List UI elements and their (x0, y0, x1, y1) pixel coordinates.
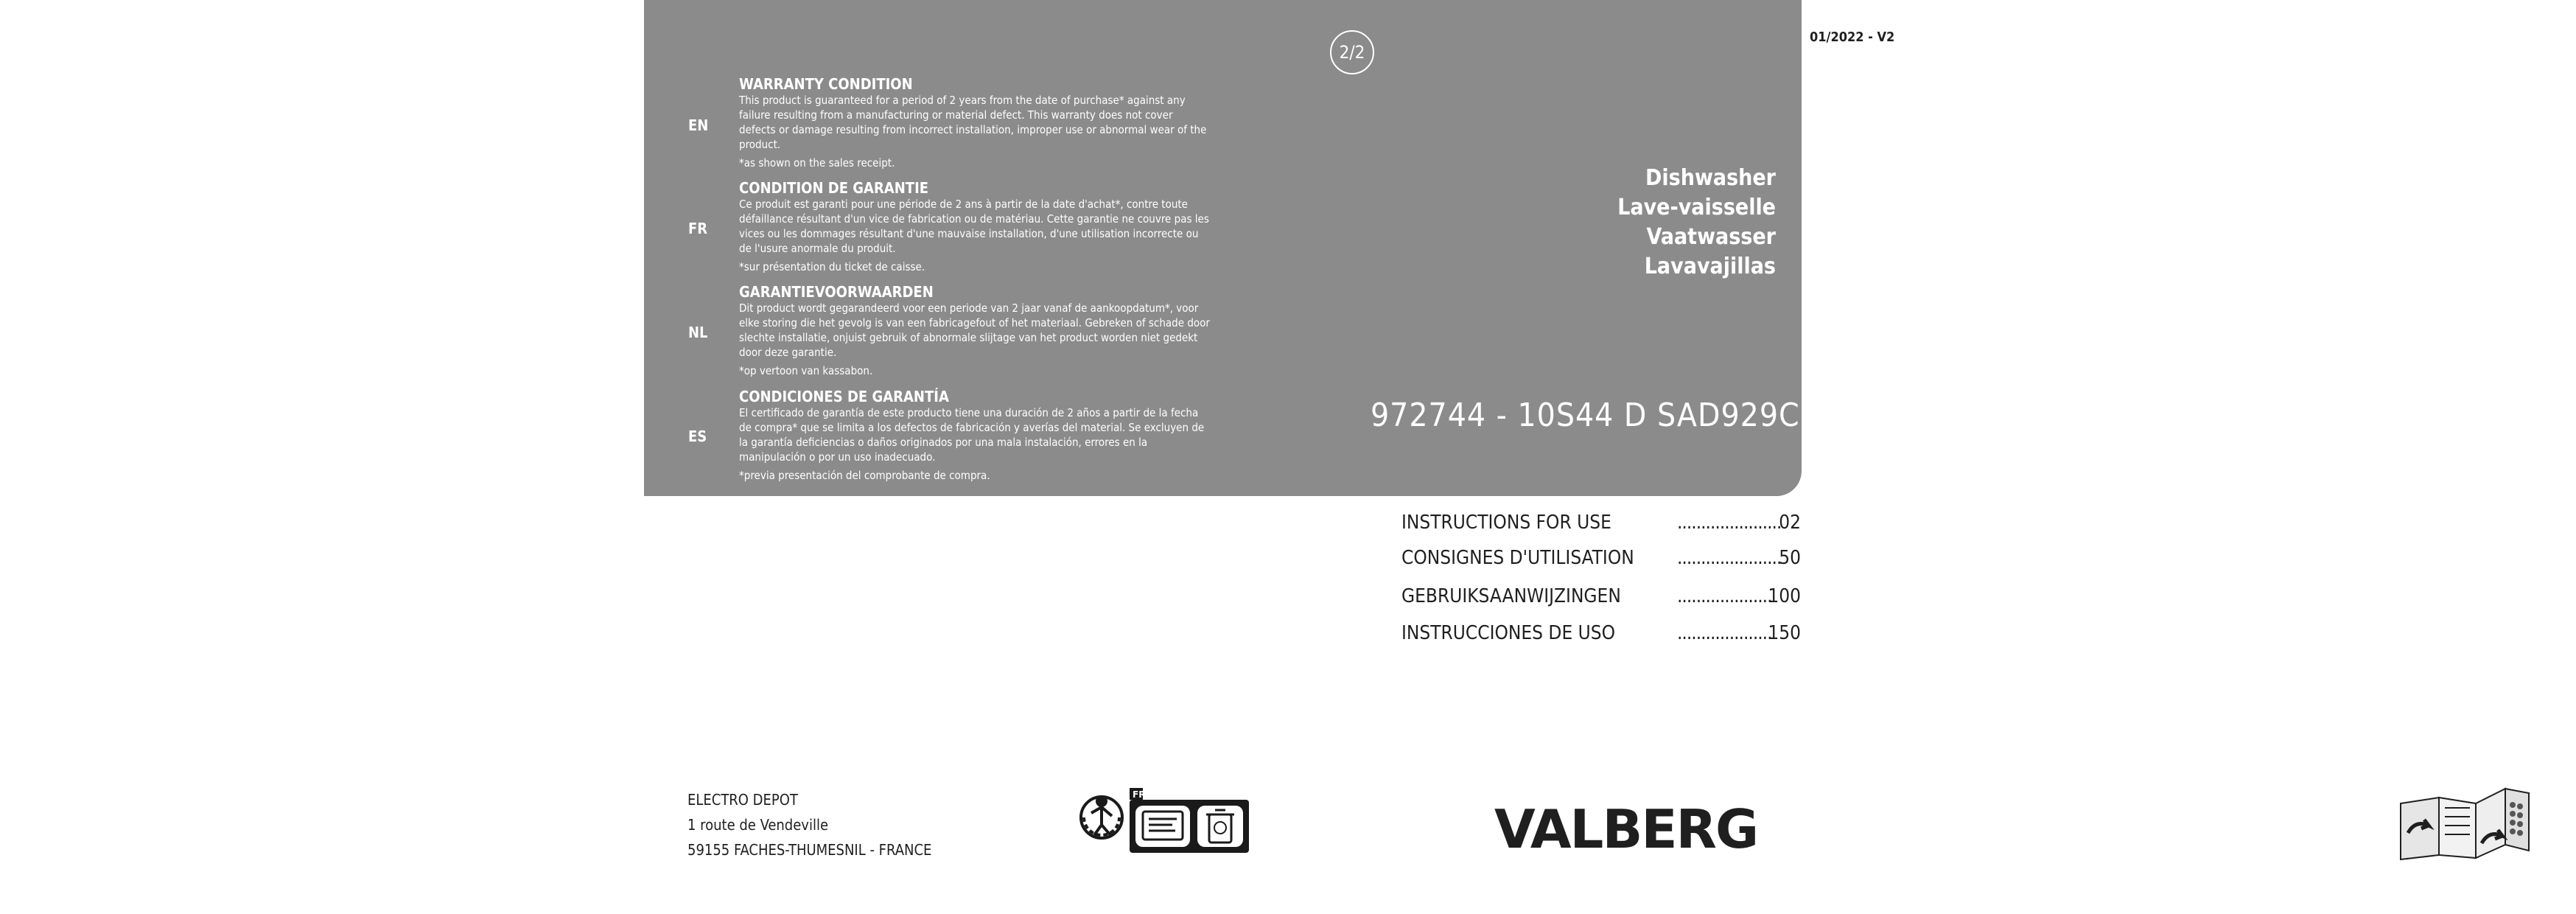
warranty-text-en: This product is guaranteed for a period of 2 years from the date of purchase* against any failure resulting from a manufacturing or material defect. This warranty does not cover defects or damage resulting from incorrect installation, improper use or abnormal wear of the product. (739, 94, 1207, 151)
warranty-title-nl: GARANTIEVOORWAARDEN (739, 283, 934, 301)
manual-icon (2395, 781, 2535, 865)
toc-label: GEBRUIKSAANWIJZINGEN (1401, 585, 1621, 607)
toc-leader: ...................... (1677, 547, 1782, 569)
warranty-text-es: El certificado de garantía de este producto tiene una duración de 2 años a partir de la fecha de compra* que se limita a los defectos de fabricación y averías del material. Se excluyen de la garantía deficiencias o daños originados por una mala instalación, errores en la manipulación o por un uso inadecuado. (739, 406, 1205, 464)
lang-code-en: EN (688, 116, 709, 134)
company-address (687, 787, 931, 862)
warranty-note-nl: *op vertoon van kassabon. (739, 364, 873, 377)
lang-code-nl: NL (688, 324, 708, 341)
address-line-city: 59155 FACHES-THUMESNIL - FRANCE (687, 841, 932, 859)
toc-page-number: 150 (1768, 622, 1801, 644)
triman-recycling-logo (1075, 784, 1252, 860)
warranty-note-fr: *sur présentation du ticket de caisse. (739, 260, 925, 273)
product-title-en: Dishwasher (1645, 165, 1776, 191)
document-version: 01/2022 - V2 (1810, 29, 1895, 45)
lang-code-es: ES (688, 428, 707, 445)
brand-name: VALBERG (1494, 798, 1758, 860)
warranty-title-en: WARRANTY CONDITION (739, 75, 913, 93)
model-number: 972744 - 10S44 D SAD929C (1371, 397, 1800, 434)
valberg-logo (1494, 798, 1758, 860)
product-title-nl: Vaatwasser (1646, 224, 1776, 250)
lang-code-fr: FR (688, 220, 708, 237)
address-line-company: ELECTRO DEPOT (687, 791, 798, 809)
warranty-text-fr: Ce produit est garanti pour une période de 2 ans à partir de la date d'achat*, contre toute défaillance résultant d'un vice de fabrication ou de matériau. Cette garantie ne couvre pas les vices ou les dommages résultant d'une mauvaise installation, d'une utilisation incorrecte ou de l'usure anormale du produit. (739, 198, 1209, 255)
toc-page-number: 02 (1779, 512, 1801, 534)
warranty-note-es: *previa presentación del comprobante de compra. (739, 469, 990, 482)
address-line-street: 1 route de Vendeville (687, 816, 829, 834)
warranty-note-en: *as shown on the sales receipt. (739, 156, 895, 170)
toc-label: CONSIGNES D'UTILISATION (1401, 547, 1634, 569)
recycling-info-icon (1130, 788, 1249, 853)
product-title-es: Lavavajillas (1644, 254, 1776, 279)
toc-leader: .................... (1677, 622, 1772, 644)
toc-label: INSTRUCTIONS FOR USE (1401, 512, 1611, 534)
toc-leader: .................... (1677, 585, 1772, 607)
toc-entry-instrucciones-de-uso[interactable] (1401, 622, 1801, 647)
toc-entry-instructions-for-use[interactable] (1401, 512, 1801, 537)
toc-page-number: 100 (1768, 585, 1801, 607)
toc-leader: ...................... (1677, 512, 1782, 534)
toc-entry-consignes-utilisation[interactable] (1401, 547, 1801, 572)
triman-country-code: FR (1133, 789, 1146, 800)
product-title-fr: Lave-vaisselle (1617, 195, 1776, 220)
toc-label: INSTRUCCIONES DE USO (1401, 622, 1616, 644)
warranty-text-nl: Dit product wordt gegarandeerd voor een periode van 2 jaar vanaf de aankoopdatum*, voor elke storing die het gevolg is van een fabricagefout of het materiaal. Gebreken of schade door slechte installatie, onjuist gebruik of abnormale slijtage van het product worden niet gedekt door deze garantie. (739, 301, 1210, 359)
warranty-title-fr: CONDITION DE GARANTIE (739, 179, 929, 197)
product-titles (1533, 164, 1776, 282)
toc-entry-gebruiksaanwijzingen[interactable] (1401, 585, 1801, 610)
toc-page-number: 50 (1779, 547, 1801, 569)
triman-icon (1081, 797, 1122, 838)
page-indicator: 2/2 (1330, 30, 1374, 74)
warranty-title-es: CONDICIONES DE GARANTÍA (739, 388, 949, 405)
